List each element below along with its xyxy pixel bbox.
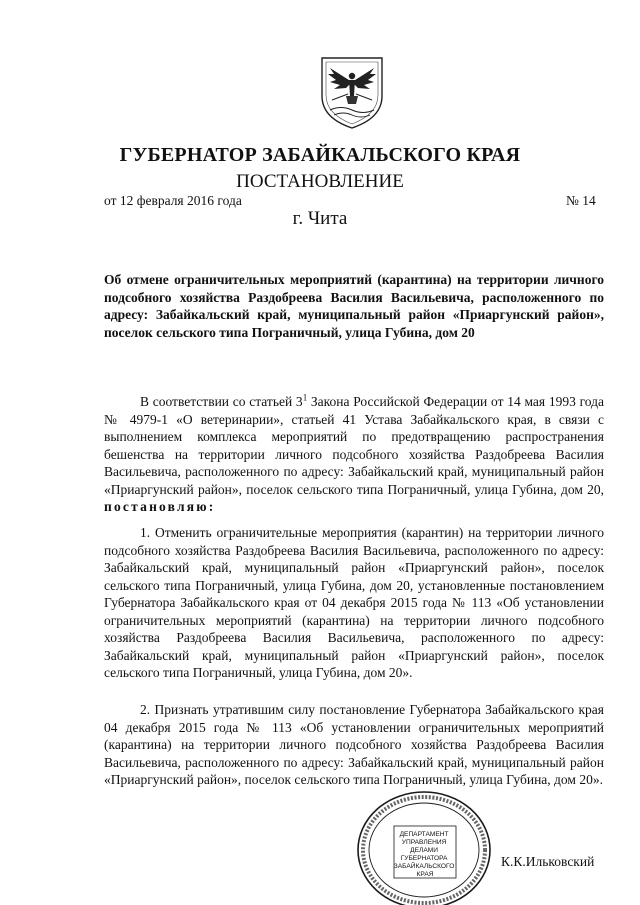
preamble-text-rest: Закона Российской Федерации от 14 мая 1993 года № 4979-1 «О ветеринарии», статьей 41 Устава Забайкальского края, в связи с выполнением комплекса мероприятий по предотвращению распространения бешенства на территории личного подсобного хозяйства Раздобреева Василия Васильевича, расположенного по адресу: Забайкальский край, муниципальный район «Приаргунский район», поселок сельского типа Пограничный, улица Губина, дом 20, [104,394,604,497]
resolution-keyword: постановляю: [104,499,216,514]
coat-of-arms-emblem [312,52,392,130]
preamble-paragraph [104,393,604,516]
stamp-line-4: ГУБЕРНАТОРА [400,855,448,862]
stamp-line-3: ДЕЛАМИ [410,847,438,854]
document-number: № 14 [566,193,596,208]
document-type: ПОСТАНОВЛЕНИЕ [236,171,404,192]
stamp-line-5: ЗАБАЙКАЛЬСКОГО [393,863,455,870]
preamble-text-start: В соответствии со статьей 3 [140,394,303,409]
document-subject: Об отмене ограничительных мероприятий (карантина) на территории личного подсобного хозяйства Раздобреева Василия Васильевича, расположенного по адресу: Забайкальский край, муниципальный район «Приаргунский район», поселок сельского типа Пограничный, улица Губина, дом 20 [104,272,604,340]
stamp-line-1: ДЕПАРТАМЕНТ [399,831,449,838]
signer-name: К.К.Ильковский [501,854,595,869]
item-2-paragraph: 2. Признать утратившим силу постановление Губернатора Забайкальского края 04 декабря 2015 года № 113 «Об установлении ограничительных мероприятий (карантина) на территории личного подсобного хозяйства Раздобреева Василия Васильевича, расположенного по адресу: Забайкальский край, муниципальный район «Приаргунский район», поселок сельского типа Пограничный, улица Губина, дом 20». [104,702,604,787]
organization-title: ГУБЕРНАТОР ЗАБАЙКАЛЬСКОГО КРАЯ [119,144,521,166]
item-1-paragraph: 1. Отменить ограничительные мероприятия (карантин) на территории личного подсобного хозяйства Раздобреева Василия Васильевича, расположенного по адресу: Забайкальский край, муниципальный район «Приаргунский район», поселок сельского типа Пограничный, улица Губина, дом 20, установленные постановлением Губернатора Забайкальского края от 04 декабря 2015 года № 113 «Об установлении ограничительных мероприятий (карантина) на территории личного подсобного хозяйства Раздобреева Василия Васильевича, расположенного по адресу: Забайкальский край, муниципальный район «Приаргунский район», поселок сельского типа Пограничный, улица Губина, дом 20». [104,525,604,680]
official-stamp [350,782,495,905]
stamp-line-2: УПРАВЛЕНИЯ [401,839,447,846]
article-superscript: 1 [302,392,308,403]
stamp-line-6: КРАЯ [416,871,434,878]
document-date: от 12 февраля 2016 года [104,193,242,208]
document-city: г. Чита [292,208,348,229]
